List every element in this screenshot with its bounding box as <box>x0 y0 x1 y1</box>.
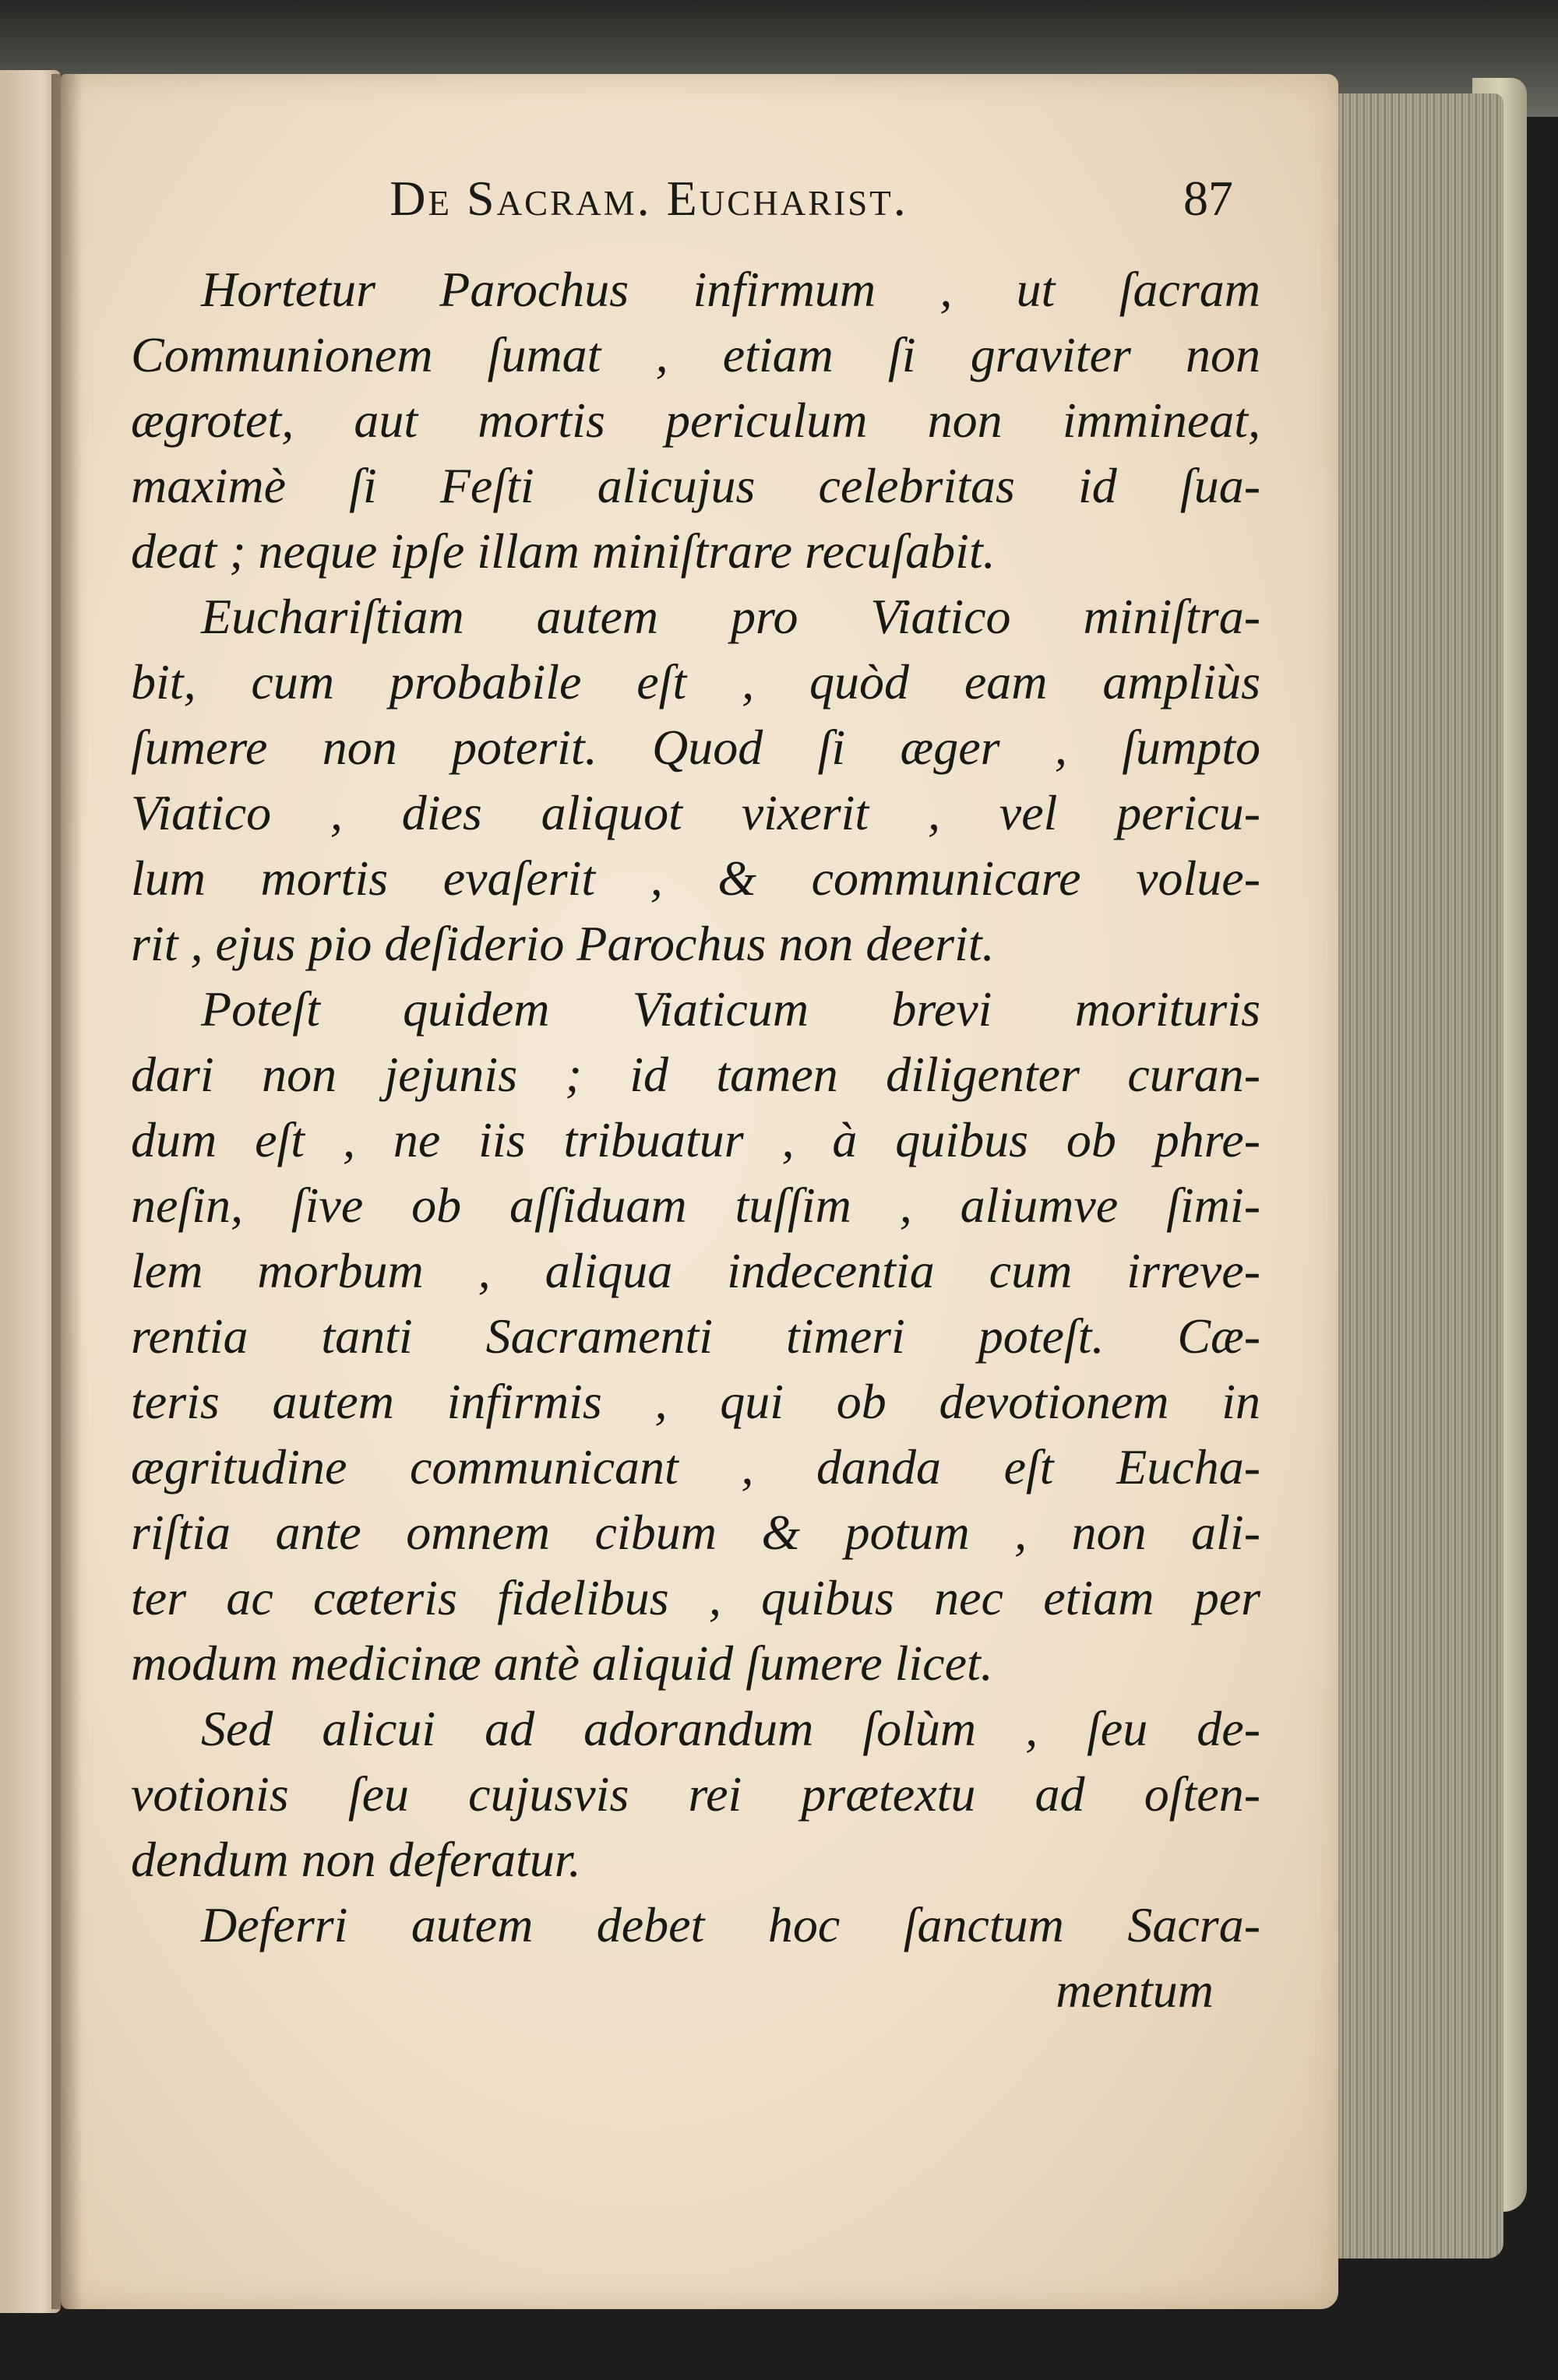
text-line: deat ; neque ipſe illam miniſtrare recuſabit. <box>131 523 996 579</box>
text-line: neſin, ſive ob aſſiduam tuſſim , aliumve ſimi- <box>131 1178 1260 1233</box>
text-line: Sed alicui ad adorandum ſolùm , ſeu de- <box>201 1701 1260 1756</box>
text-line: dendum non deferatur. <box>131 1832 581 1887</box>
text-line: lem morbum , aliqua indecentia cum irreve- <box>131 1243 1260 1298</box>
text-line: maximè ſi Feſti alicujus celebritas id ſua- <box>131 458 1260 513</box>
text-line: lum mortis evaſerit , & communicare volue- <box>131 850 1260 906</box>
book-page <box>61 74 1338 2309</box>
text-line: rentia tanti Sacramenti timeri poteſt. Cæ- <box>131 1308 1260 1364</box>
text-line: Euchariſtiam autem pro Viatico miniſtra- <box>201 589 1260 644</box>
text-block <box>131 257 1260 2023</box>
text-line: modum medicinæ antè aliquid ſumere licet. <box>131 1635 993 1691</box>
text-line: Viatico , dies aliquot vixerit , vel pericu- <box>131 785 1260 840</box>
text-line: votionis ſeu cujusvis rei prætextu ad oſten- <box>131 1766 1260 1822</box>
text-line: Poteſt quidem Viaticum brevi morituris <box>201 981 1260 1037</box>
running-head <box>174 152 1233 245</box>
text-line: ægrotet, aut mortis periculum non immineat, <box>131 393 1260 448</box>
catchword: mentum <box>1056 1963 1214 2018</box>
text-line: dum eſt , ne iis tribuatur , à quibus ob phre- <box>131 1112 1260 1167</box>
text-line: ter ac cæteris fidelibus , quibus nec etiam per <box>131 1570 1260 1625</box>
gutter-shadow <box>51 74 83 2309</box>
text-line: dari non jejunis ; id tamen diligenter curan- <box>131 1047 1260 1102</box>
text-line: riſtia ante omnem cibum & potum , non ali- <box>131 1505 1260 1560</box>
text-line: bit, cum probabile eſt , quòd eam ampliùs <box>131 654 1260 709</box>
text-line: teris autem infirmis , qui ob devotionem in <box>131 1374 1260 1429</box>
text-line: ægritudine communicant , danda eſt Eucha- <box>131 1439 1260 1495</box>
text-line: ſumere non poterit. Quod ſi æger , ſumpto <box>131 720 1260 775</box>
page-number: 87 <box>1183 171 1233 226</box>
text-line: Deferri autem debet hoc ſanctum Sacra- <box>201 1897 1260 1952</box>
text-line: Communionem ſumat , etiam ſi graviter non <box>131 327 1260 382</box>
page-stack-edge <box>1324 93 1503 2259</box>
running-title: De Sacram. Euchariſt. <box>390 171 908 226</box>
text-line: rit , ejus pio deſiderio Parochus non deerit. <box>131 916 995 971</box>
text-line: Hortetur Parochus infirmum , ut ſacram <box>201 262 1260 317</box>
